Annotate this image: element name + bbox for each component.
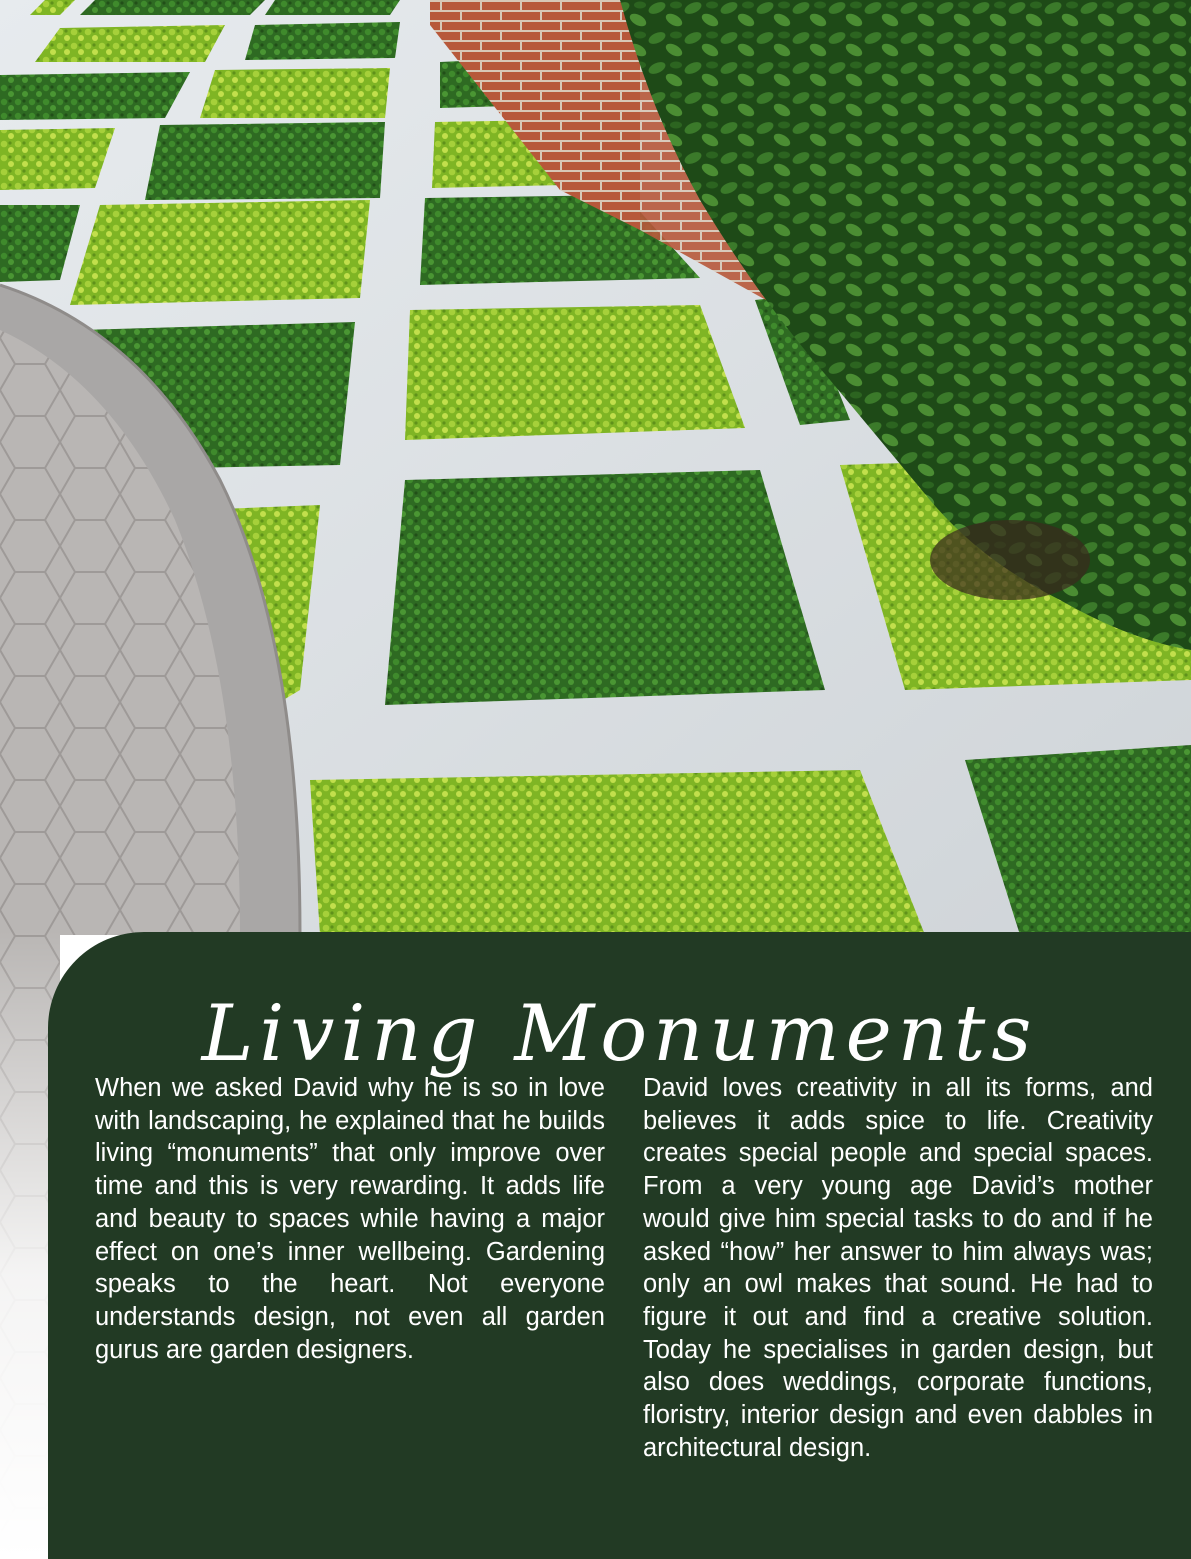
- grass-square: [80, 0, 265, 15]
- grass-square: [200, 68, 390, 118]
- article-column-left: When we asked David why he is so in love with landscaping, he explained that he builds living “monuments” that only improve over time and this is very rewarding. It adds life and beauty to spaces while having a major effect on one’s inner wellbeing. Gardening speaks to the heart. Not everyone understands design, not even all garden gurus are garden designers.: [95, 1074, 605, 1364]
- grass-square: [0, 72, 190, 120]
- grass-square: [145, 122, 385, 200]
- grass-square: [265, 0, 400, 15]
- grass-square: [35, 25, 225, 62]
- article-title: Living Monuments: [201, 989, 1038, 1080]
- grass-square: [245, 22, 400, 60]
- soil-patch: [930, 520, 1090, 600]
- grass-square: [405, 305, 745, 440]
- article-column-right: David loves creativity in all its forms, and believes it adds spice to life. Creativity creates special people and special spaces. From a very young age David’s mother would give him special tasks to do and if he asked “how” her answer to him always was; only an owl makes that sound. He had to figure it out and find a creative solution. Today he specialises in garden design, but also does weddings, corporate functions, floristry, interior design and even dabbles in architectural design.: [643, 1074, 1153, 1462]
- grass-square: [385, 470, 825, 705]
- grass-square: [70, 200, 370, 305]
- grass-square: [310, 770, 925, 935]
